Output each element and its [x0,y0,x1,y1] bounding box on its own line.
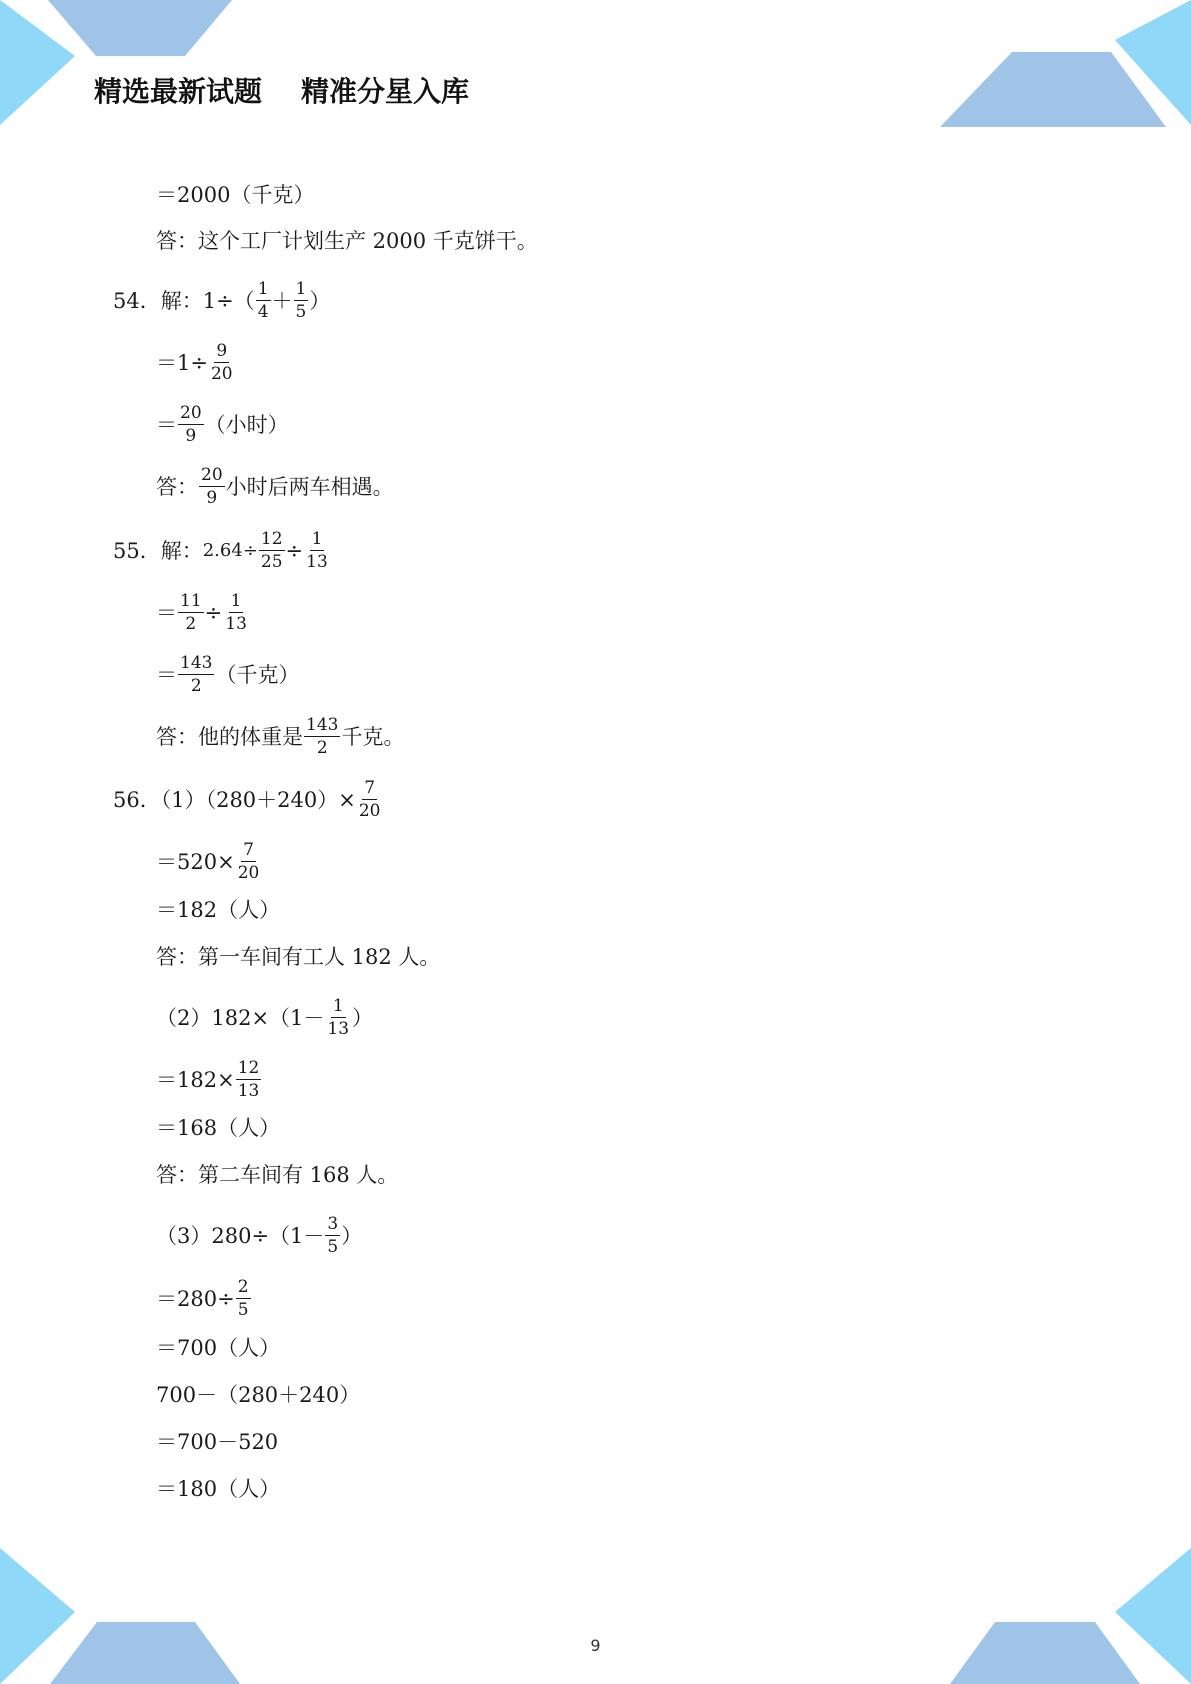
bottom-left-corner-decoration [0,1548,240,1684]
numerator: 2 [237,1277,249,1297]
line-text: 小时后两车相遇。 [225,474,394,499]
fraction [357,779,383,820]
numerator: 1 [332,996,344,1016]
sub-question-2-line [156,997,373,1038]
top-right-corner-decoration [940,0,1191,127]
denominator: 20 [237,863,260,883]
line-text: 答：这个工厂计划生产 2000 千克饼干。 [156,229,538,253]
fraction [178,654,214,695]
line-text: 54．解：1÷（ [113,288,255,313]
solution-line [156,342,236,383]
operator-text: ÷ [204,600,223,625]
line-text: ＝168（人） [156,1116,281,1140]
line-text: 答：他的体重是 [156,724,303,749]
line-text: 答： [156,474,198,499]
problem-54-heading [113,280,330,321]
numerator: 20 [180,403,202,423]
answer-line [156,716,404,757]
line-text: ＝700－520 [156,1430,279,1454]
solution-line [156,1113,280,1143]
problem-55-heading [113,530,331,571]
line-text: 千克。 [341,724,405,749]
sub-question-3-line [156,1215,362,1256]
unit-text: （千克） [215,662,300,687]
numerator: 7 [364,778,376,798]
line-text: ＝2000（千克） [156,183,315,207]
solution-line [156,404,289,445]
line-text: ＝ [156,662,177,687]
line-text: ＝182× [156,1067,235,1092]
bottom-right-corner-decoration [950,1548,1191,1684]
line-text: 答：第一车间有工人 182 人。 [156,945,441,969]
line-text: 700－（280＋240） [156,1383,361,1407]
line-text: ） [309,288,331,313]
line-text: 55．解： [113,538,203,563]
denominator: 2 [190,676,202,696]
fraction [259,530,285,571]
fraction [236,1059,262,1100]
line-text: ＝280÷ [156,1286,235,1311]
fraction [325,997,351,1038]
fraction [325,1215,340,1256]
denominator: 13 [306,552,328,572]
numerator: 1 [257,279,269,299]
operator-text: ＋ [271,288,293,313]
denominator: 5 [327,1237,339,1257]
solution-line [156,1427,278,1457]
solution-line [156,1059,262,1100]
denominator: 20 [358,801,381,821]
header-title: 精选最新试题 精准分星入库 [94,75,469,108]
denominator: 2 [316,738,328,758]
numerator: 7 [243,840,254,860]
answer-line [156,1160,398,1190]
line-text: 56．（1）（280＋240）× [113,787,356,812]
page-number: 9 [590,1636,601,1655]
solution-line [156,592,250,633]
numerator: 9 [216,341,228,361]
fraction [294,280,309,321]
solution-line [156,895,280,925]
denominator: 9 [206,488,218,508]
solution-line [156,1474,280,1504]
fraction [178,404,204,445]
denominator: 13 [237,1081,260,1101]
solution-line [156,654,299,695]
denominator: 2 [185,614,197,634]
answer-line [156,226,538,256]
problem-56-heading [113,779,383,820]
line-text: ＝700（人） [156,1336,281,1360]
line-text: （2）182×（1－ [156,1005,325,1030]
numerator: 1 [295,279,307,299]
line-text: ＝ [156,412,177,437]
fraction [236,1278,251,1319]
fraction [199,466,225,507]
fraction [178,592,204,633]
numerator: 12 [237,1058,260,1078]
solution-line [156,1278,252,1319]
line-text: ＝1÷ [156,350,208,375]
numerator: 1 [230,591,242,611]
denominator: 9 [185,426,197,446]
fraction [304,716,340,757]
denominator: 13 [327,1019,350,1039]
numerator: 12 [260,529,283,549]
denominator: 5 [295,302,307,322]
answer-line [156,466,394,507]
solution-line [156,1380,360,1410]
line-text: ＝182（人） [156,898,281,922]
denominator: 5 [237,1300,249,1320]
fraction [223,592,249,633]
fraction [304,530,330,571]
denominator: 4 [257,302,269,322]
solution-line [156,180,314,210]
line-text: ） [341,1223,363,1248]
operator-text: ÷ [285,538,304,563]
solution-line [156,1333,280,1363]
numerator: 143 [180,653,213,673]
line-text: ＝ [156,600,177,625]
numerator: 3 [327,1214,339,1234]
solution-line [156,841,262,882]
unit-text: （小时） [204,412,289,437]
denominator: 20 [210,364,233,384]
answer-line [156,942,440,972]
line-text: （3）280÷（1－ [156,1223,325,1248]
line-text: 答：第二车间有 168 人。 [156,1163,399,1187]
fraction [209,342,235,383]
numerator: 11 [180,591,202,611]
numerator: 20 [201,465,223,485]
denominator: 13 [225,614,247,634]
numerator: 1 [311,529,323,549]
expression-text: 2.64÷ [202,539,258,561]
denominator: 25 [260,552,283,572]
fraction [236,841,262,882]
fraction [256,280,271,321]
line-text: ＝520× [156,849,235,874]
line-text: ＝180（人） [156,1477,281,1501]
line-text: ） [352,1005,374,1030]
numerator: 143 [306,715,339,735]
